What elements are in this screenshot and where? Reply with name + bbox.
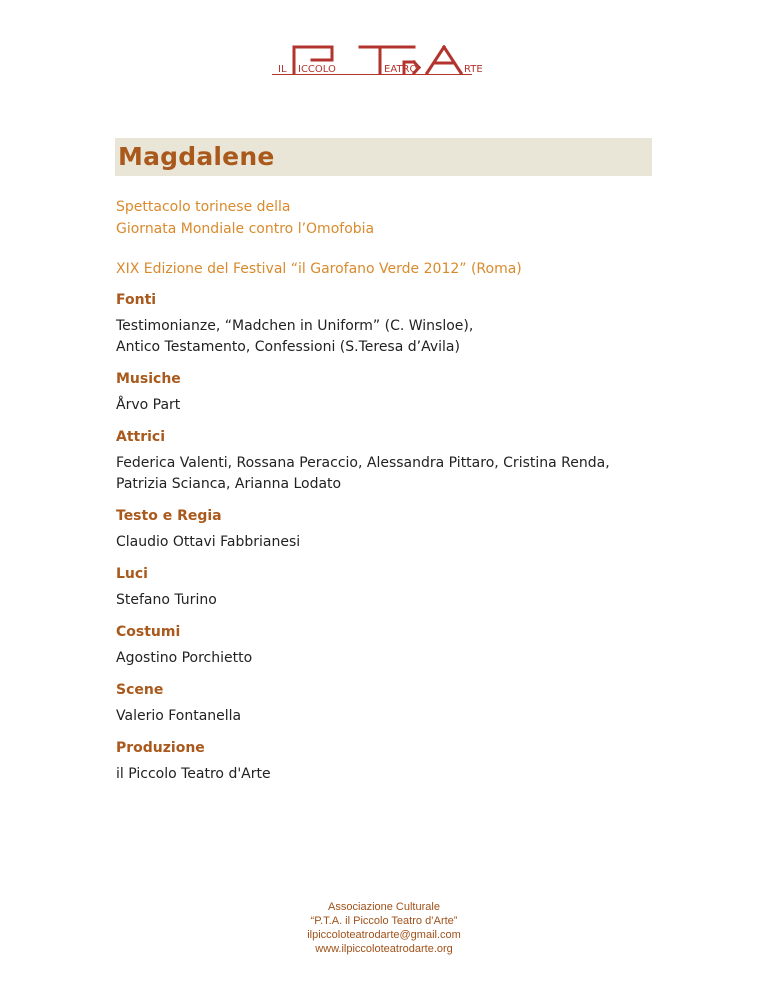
logo-text-il: IL (278, 64, 287, 75)
credit-line: Antico Testamento, Confessioni (S.Teresa d’Avila) (116, 339, 460, 355)
credit-label: Fonti (116, 292, 157, 308)
footer-association: Associazione Culturale (328, 901, 440, 913)
subtitle (116, 196, 374, 240)
credit-label: Luci (116, 566, 148, 582)
credit-label: Scene (116, 682, 164, 698)
page-title: Magdalene (118, 142, 275, 171)
logo-text-teatro: EATRO (384, 64, 418, 75)
credit-label: Attrici (116, 429, 166, 445)
credit-label: Costumi (116, 624, 181, 640)
theatre-logo (272, 38, 496, 76)
credit-line: Agostino Porchietto (116, 650, 253, 666)
footer (234, 900, 534, 956)
credit-section-luci (116, 564, 676, 611)
credit-line: Valerio Fontanella (116, 708, 242, 724)
credit-value (116, 453, 676, 495)
credit-label: Musiche (116, 371, 181, 387)
credit-line: Stefano Turino (116, 592, 217, 608)
credit-section-costumi (116, 622, 676, 669)
credit-line: Federica Valenti, Rossana Peraccio, Alessandra Pittaro, Cristina Renda, (116, 455, 610, 471)
logo-text-arte: RTE (464, 64, 483, 75)
footer-website: www.ilpiccoloteatrodarte.org (315, 943, 453, 955)
credit-line: il Piccolo Teatro d'Arte (116, 766, 271, 782)
credit-value (116, 532, 676, 553)
credit-section-fonti (116, 290, 676, 358)
credit-value (116, 706, 676, 727)
credit-line: Testimonianze, “Madchen in Uniform” (C. Winsloe), (116, 318, 474, 334)
subtitle-line-1: Spettacolo torinese della (116, 199, 291, 215)
credit-section-scene (116, 680, 676, 727)
credit-section-produzione (116, 738, 676, 785)
credit-section-attrici (116, 427, 676, 495)
subtitle-line-2: Giornata Mondiale contro l’Omofobia (116, 221, 375, 237)
title-bar (115, 138, 652, 176)
credit-value (116, 648, 676, 669)
footer-email: ilpiccoloteatrodarte@gmail.com (307, 929, 461, 941)
footer-name: “P.T.A. il Piccolo Teatro d’Arte” (310, 915, 458, 927)
credit-line: Patrizia Scianca, Arianna Lodato (116, 476, 342, 492)
logo-mark (272, 38, 496, 76)
logo-text-piccolo: ICCOLO (298, 64, 336, 75)
credit-value (116, 764, 676, 785)
credit-label: Produzione (116, 740, 205, 756)
credit-line: Claudio Ottavi Fabbrianesi (116, 534, 301, 550)
credit-value (116, 590, 676, 611)
credit-section-testo-regia (116, 506, 676, 553)
credits-list (116, 290, 676, 785)
credit-value (116, 395, 676, 416)
credit-section-musiche (116, 369, 676, 416)
credit-line: Årvo Part (116, 397, 181, 413)
festival-note: XIX Edizione del Festival “il Garofano Verde 2012” (Roma) (116, 261, 522, 277)
credit-label: Testo e Regia (116, 508, 222, 524)
credit-value (116, 316, 676, 358)
